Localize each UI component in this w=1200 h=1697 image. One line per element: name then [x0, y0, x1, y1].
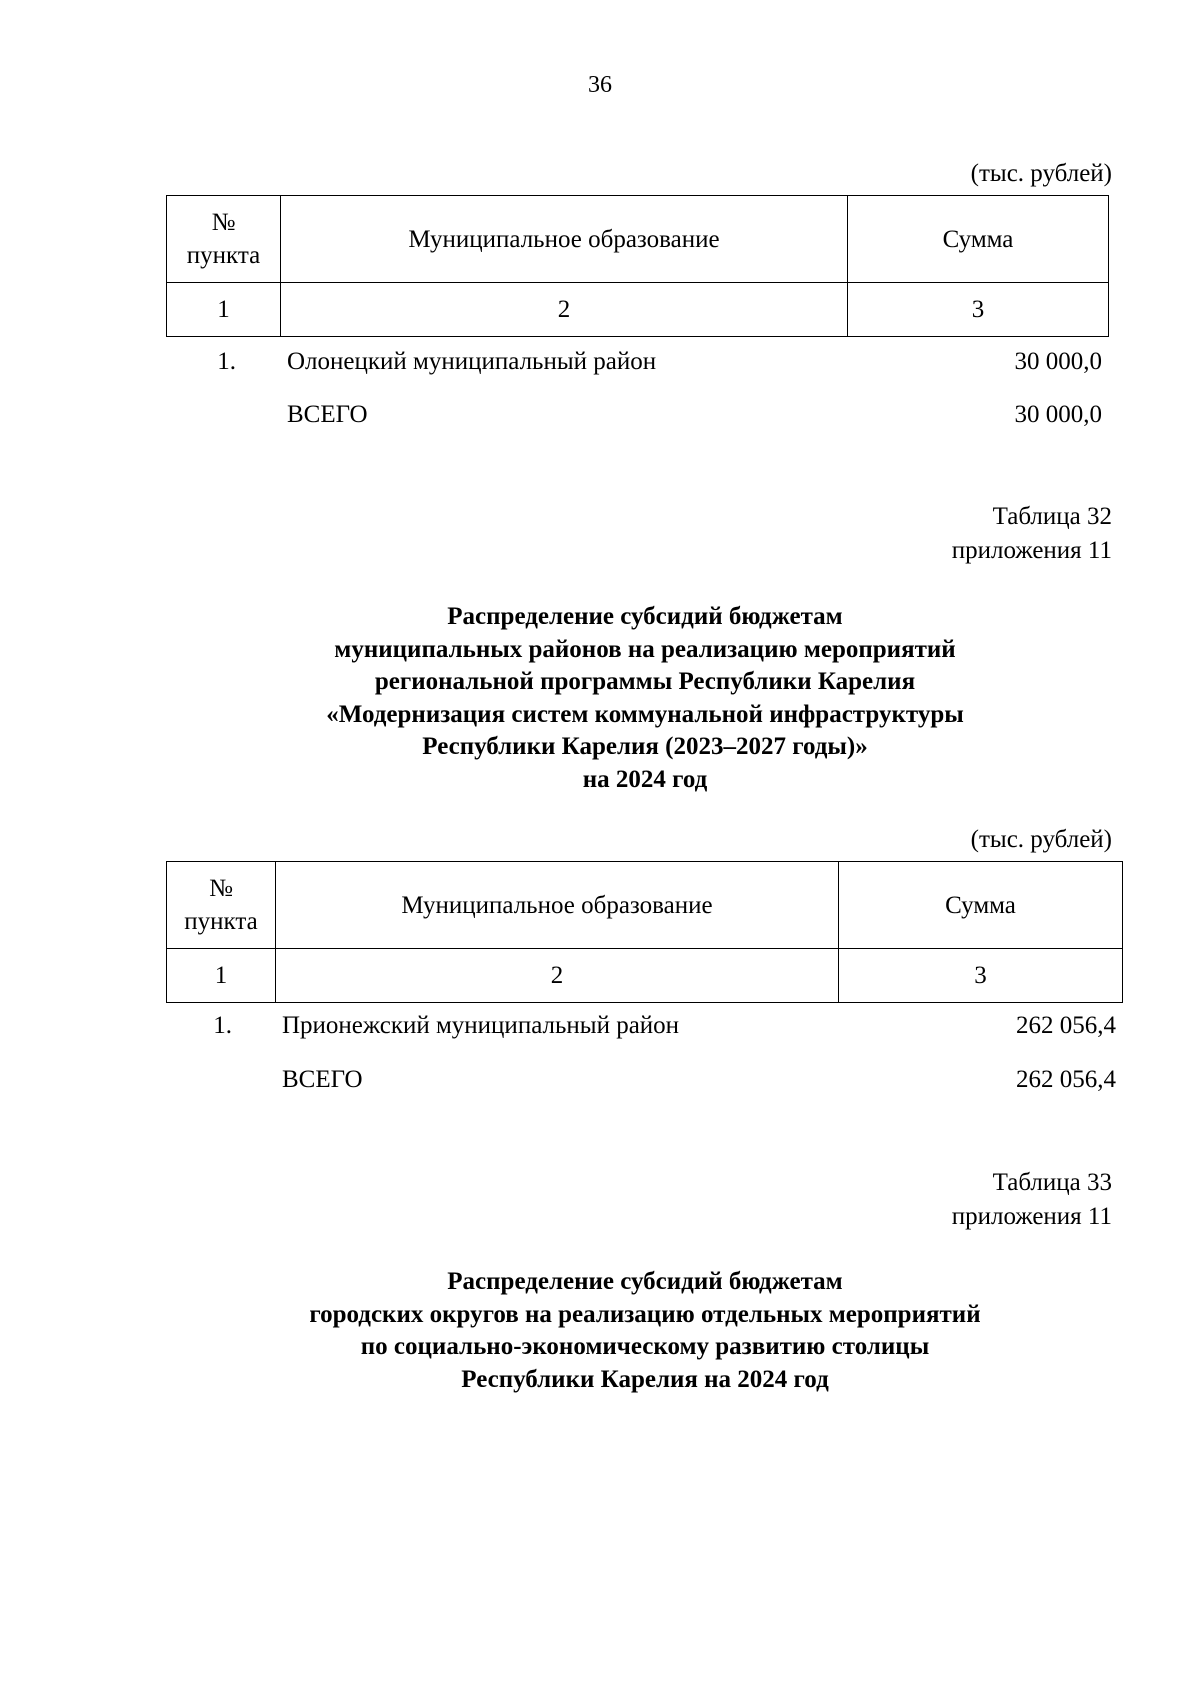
row-name: Олонецкий муниципальный район	[287, 348, 657, 375]
table-row	[0, 1012, 1200, 1046]
column-number-1: 1	[167, 283, 281, 337]
header-municipality: Муниципальное образование	[281, 196, 848, 283]
table-reference: Таблица 33 приложения 11	[951, 1169, 1112, 1230]
column-number-3: 3	[848, 283, 1109, 337]
table-row-total	[0, 401, 1200, 435]
page-number: 36	[588, 72, 612, 98]
column-number-2: 2	[276, 949, 839, 1003]
header-number: № пункта	[167, 196, 281, 283]
table-header	[166, 195, 1109, 337]
row-name: Прионежский муниципальный район	[282, 1012, 680, 1039]
header-number: № пункта	[167, 862, 276, 949]
table-row	[0, 348, 1200, 382]
table-title: Распределение субсидий бюджетам муниципальных районов на реализацию мероприятий региональной программы Республики Карелия «Модернизация систем коммунальной инфраструктуры Республики Карелия (2023–2027 годы)» на 2024 год	[326, 603, 964, 793]
row-sum: 30 000,0	[1014, 348, 1102, 375]
row-number: 1.	[217, 348, 236, 375]
table-reference: Таблица 32 приложения 11	[951, 503, 1112, 564]
units-label: (тыс. рублей)	[970, 826, 1112, 853]
column-number-2: 2	[281, 283, 848, 337]
column-number-1: 1	[167, 949, 276, 1003]
row-number: 1.	[213, 1012, 232, 1039]
row-sum: 262 056,4	[1016, 1012, 1116, 1039]
header-municipality: Муниципальное образование	[276, 862, 839, 949]
table-row-total	[0, 1066, 1200, 1100]
row-name: ВСЕГО	[287, 401, 368, 428]
table-header	[166, 861, 1123, 1003]
row-sum: 30 000,0	[1014, 401, 1102, 428]
row-name: ВСЕГО	[282, 1066, 363, 1093]
header-sum: Сумма	[848, 196, 1109, 283]
row-sum: 262 056,4	[1016, 1066, 1116, 1093]
header-sum: Сумма	[839, 862, 1123, 949]
table-title: Распределение субсидий бюджетам городских округов на реализацию отдельных мероприятий по социально-экономическому развитию столицы Республики Карелия на 2024 год	[309, 1268, 981, 1393]
units-label: (тыс. рублей)	[970, 160, 1112, 187]
column-number-3: 3	[839, 949, 1123, 1003]
